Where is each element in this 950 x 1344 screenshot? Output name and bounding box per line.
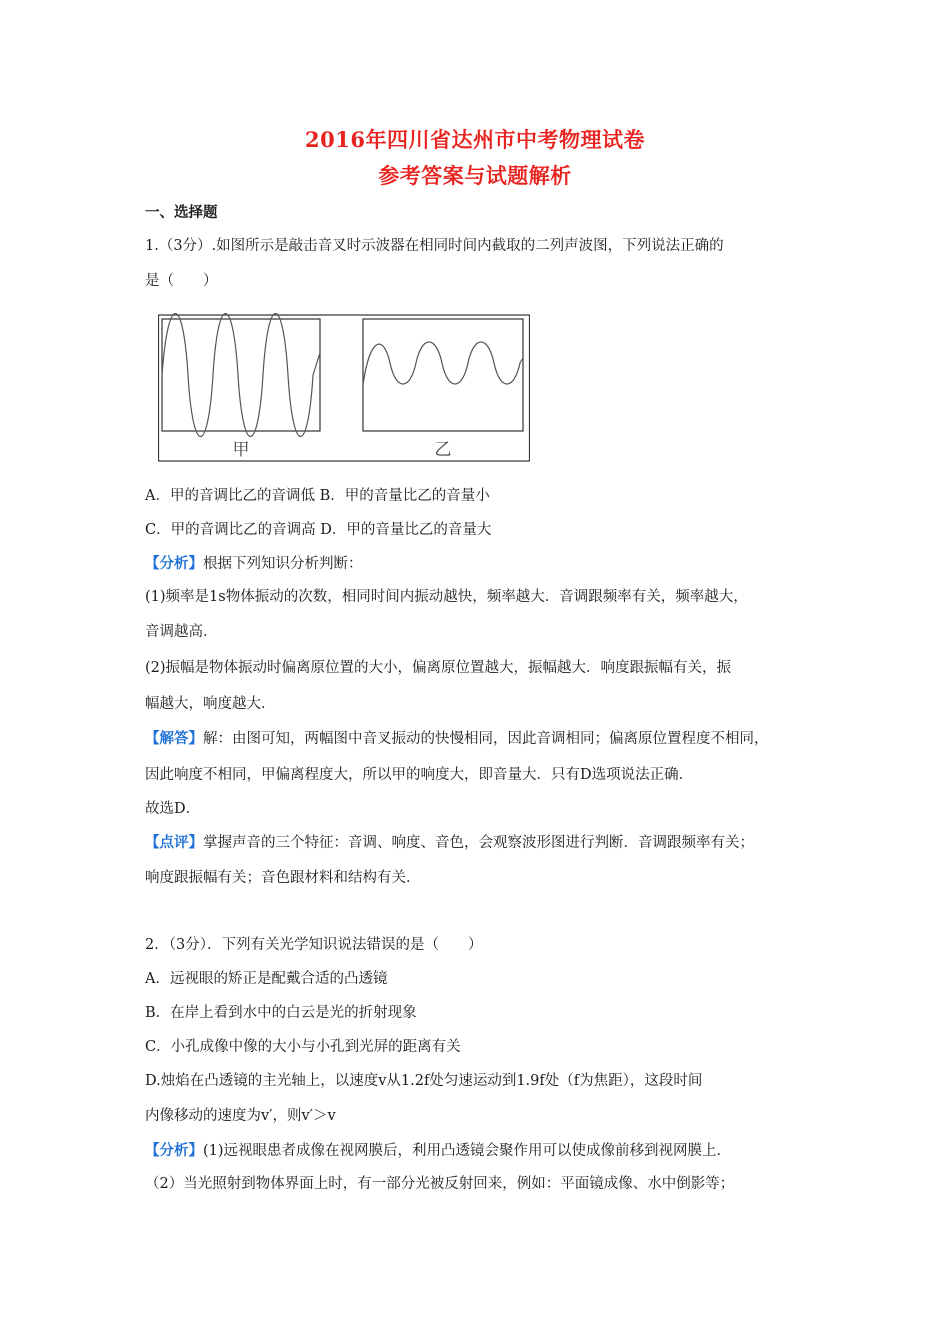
comment-text: 掌握声音的三个特征：音调、响度、音色，会观察波形图进行判断．音调跟频率有关； bbox=[203, 835, 754, 851]
q1-analysis-line2: 音调越高． bbox=[145, 624, 218, 640]
figure-outer-frame bbox=[159, 315, 530, 461]
answer-tag: 【解答】 bbox=[145, 730, 203, 747]
q1-answer-line1 bbox=[145, 727, 769, 748]
q1-stem-line2: 是（ ） bbox=[145, 273, 218, 289]
q2-analysis-line2: （2）当光照射到物体界面上时，有一部分光被反射回来，例如：平面镜成像、水中倒影等； bbox=[145, 1176, 735, 1192]
q1-options-cd: C．甲的音调比乙的音调高 D．甲的音量比乙的音量大 bbox=[145, 522, 492, 538]
panel-a-frame bbox=[162, 319, 320, 431]
panel-b-frame bbox=[363, 319, 523, 431]
q2-stem: 2．（3分）．下列有关光学知识说法错误的是（ ） bbox=[145, 937, 483, 953]
label-a: 甲 bbox=[232, 440, 250, 460]
q1-analysis-line1: (1)频率是1s物体振动的次数，相同时间内振动越快，频率越大．音调跟频率有关，频率越大， bbox=[145, 589, 748, 605]
q1-answer-line3: 故选D． bbox=[145, 801, 201, 817]
q1-analysis-line4: 幅越大，响度越大． bbox=[145, 696, 276, 712]
q2-option-a: A．远视眼的矫正是配戴合适的凸透镜 bbox=[145, 971, 388, 987]
q1-answer-line2: 因此响度不相同，甲偏离程度大，所以甲的响度大，即音量大．只有D选项说法正确． bbox=[145, 767, 694, 783]
page-title: 2016年四川省达州市中考物理试卷 bbox=[305, 127, 645, 152]
wave-b bbox=[363, 342, 523, 385]
q2-option-c: C．小孔成像中像的大小与小孔到光屏的距离有关 bbox=[145, 1039, 461, 1055]
sound-wave-figure bbox=[158, 313, 530, 463]
q1-analysis-line0 bbox=[145, 552, 363, 573]
analysis-tag: 【分析】 bbox=[145, 555, 203, 572]
q1-options-ab: A．甲的音调比乙的音调低 B．甲的音量比乙的音量小 bbox=[145, 488, 490, 504]
q1-analysis-line3: (2)振幅是物体振动时偏离原位置的大小，偏离原位置越大，振幅越大．响度跟振幅有关，振 bbox=[145, 660, 732, 676]
comment-tag: 【点评】 bbox=[145, 834, 203, 851]
q2-option-d-line2: 内像移动的速度为v′，则v′＞v bbox=[145, 1108, 336, 1124]
q2-option-b: B．在岸上看到水中的白云是光的折射现象 bbox=[145, 1005, 417, 1021]
label-b: 乙 bbox=[434, 440, 452, 460]
wave-a bbox=[162, 314, 320, 437]
q2-option-d-line1: D.烛焰在凸透镜的主光轴上，以速度v从1.2f处匀速运动到1.9f处（f为焦距），这段时间 bbox=[145, 1073, 703, 1089]
q1-comment-line1 bbox=[145, 831, 754, 852]
q2-analysis-line1 bbox=[145, 1139, 731, 1160]
q1-comment-line2: 响度跟振幅有关；音色跟材料和结构有关． bbox=[145, 870, 421, 886]
answer-text: 解：由图可知，两幅图中音叉振动的快慢相同，因此音调相同；偏离原位置程度不相同， bbox=[203, 731, 769, 747]
q2-analysis-text: (1)远视眼患者成像在视网膜后，利用凸透镜会聚作用可以使成像前移到视网膜上． bbox=[203, 1143, 732, 1159]
q1-stem-line1: 1.（3分）.如图所示是敲击音叉时示波器在相同时间内截取的二列声波图，下列说法正确的 bbox=[145, 238, 724, 254]
section-heading: 一、选择题 bbox=[145, 204, 218, 221]
analysis-intro: 根据下列知识分析判断： bbox=[203, 556, 363, 572]
page-subtitle: 参考答案与试题解析 bbox=[378, 163, 572, 188]
q2-analysis-tag: 【分析】 bbox=[145, 1142, 203, 1159]
waveform-diagram bbox=[158, 313, 530, 463]
